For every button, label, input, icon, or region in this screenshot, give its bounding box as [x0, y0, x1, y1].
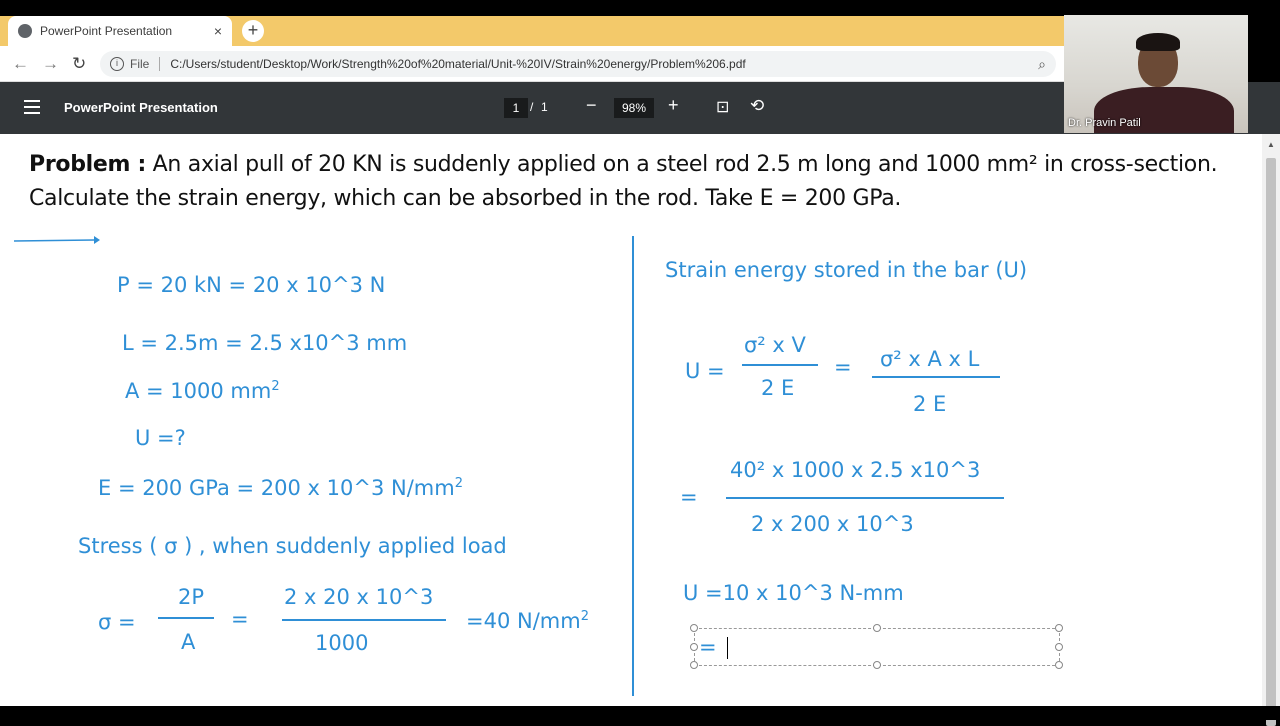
u-equals: U = [685, 359, 725, 383]
info-icon[interactable]: i [110, 57, 124, 71]
stress-result-text: =40 N/mm [466, 609, 581, 633]
pdf-page [0, 134, 1262, 706]
resize-handle[interactable] [1055, 624, 1063, 632]
stress-label: Stress ( σ ) , when suddenly applied load [78, 534, 507, 558]
sigma-equals: σ = [98, 610, 136, 634]
stress-numerator-2: 2 x 20 x 10^3 [284, 585, 434, 609]
equals-sign: = [834, 355, 852, 379]
energy-denominator-3: 2 x 200 x 10^3 [751, 512, 914, 536]
load-value: P = 20 kN = 20 x 10^3 N [117, 273, 386, 297]
text-caret [727, 637, 728, 659]
energy-denominator-1: 2 E [761, 376, 795, 400]
strain-energy-heading: Strain energy stored in the bar (U) [665, 258, 1028, 282]
browser-tab[interactable] [8, 16, 232, 46]
length-value: L = 2.5m = 2.5 x10^3 mm [122, 331, 408, 355]
scheme-label: File [130, 57, 150, 71]
area-text: A = 1000 mm [125, 379, 272, 403]
resize-handle[interactable] [1055, 661, 1063, 669]
hamburger-menu-icon[interactable] [24, 100, 40, 114]
document-title: PowerPoint Presentation [64, 100, 218, 115]
resize-handle[interactable] [690, 643, 698, 651]
forward-arrow-icon[interactable]: → [42, 54, 59, 73]
problem-label: Problem : [29, 152, 146, 177]
webcam-overlay [1064, 15, 1248, 133]
stress-numerator-1: 2P [178, 585, 205, 609]
presenter-name: Dr. Pravin Patil [1068, 117, 1141, 129]
stress-denominator-2: 1000 [315, 631, 369, 655]
reload-icon[interactable]: ↻ [72, 54, 87, 73]
fraction-bar [158, 617, 214, 619]
energy-numerator-2: σ² x A x L [880, 347, 980, 371]
scrollbar-thumb[interactable] [1266, 158, 1276, 726]
energy-numerator-1: σ² x V [744, 333, 806, 357]
tab-close-icon[interactable]: × [213, 23, 222, 39]
zoom-level-input[interactable]: 98% [614, 98, 654, 118]
vertical-scrollbar[interactable] [1262, 134, 1280, 706]
zoom-in-icon[interactable]: + [668, 95, 679, 115]
modulus-value [98, 476, 463, 500]
scroll-up-icon[interactable]: ▲ [1267, 140, 1275, 149]
tab-title: PowerPoint Presentation [40, 24, 173, 38]
zoom-out-icon[interactable]: − [586, 95, 597, 115]
textbox-equals: = [699, 635, 717, 659]
fraction-bar [726, 497, 1004, 499]
top-bezel [0, 0, 1280, 16]
globe-icon [18, 24, 32, 38]
problem-statement [29, 148, 1249, 216]
back-arrow-icon[interactable]: ← [12, 54, 29, 73]
address-bar [0, 46, 1064, 82]
area-exponent: 2 [271, 379, 280, 394]
fit-page-icon[interactable]: ⊡ [716, 99, 730, 116]
resize-handle[interactable] [690, 661, 698, 669]
omnibox[interactable] [100, 51, 1056, 77]
resize-handle[interactable] [690, 624, 698, 632]
tab-strip [0, 16, 1064, 46]
problem-text: An axial pull of 20 KN is suddenly applied on a steel rod 2.5 m long and 1000 mm² in cross-section. Calculate the strain energy, which can be absorbed in the rod. Take E = 200 GPa. [29, 152, 1218, 211]
equals-sign: = [231, 607, 249, 631]
page-number-input[interactable]: 1 [504, 98, 528, 118]
total-pages: 1 [541, 100, 548, 114]
url-text[interactable]: C:/Users/student/Desktop/Work/Strength%20of%20material/Unit-%20IV/Strain%20energy/Problem%206.pdf [170, 57, 746, 71]
column-divider [632, 236, 634, 696]
energy-numerator-3: 40² x 1000 x 2.5 x10^3 [730, 458, 981, 482]
fraction-bar [742, 364, 818, 366]
fraction-bar [872, 376, 1000, 378]
stress-result-exponent: 2 [580, 609, 589, 624]
presenter-hair [1136, 33, 1180, 51]
modulus-text: E = 200 GPa = 200 x 10^3 N/mm [98, 476, 455, 500]
bottom-bezel [0, 706, 1280, 720]
resize-handle[interactable] [873, 661, 881, 669]
arrow-annotation [14, 234, 100, 246]
fraction-bar [282, 619, 446, 621]
new-tab-button[interactable]: + [242, 20, 264, 42]
stress-denominator-1: A [181, 630, 196, 654]
strain-energy-result: U =10 x 10^3 N-mm [683, 581, 904, 605]
magnifier-icon[interactable]: ⌕ [1038, 55, 1046, 72]
resize-handle[interactable] [873, 624, 881, 632]
resize-handle[interactable] [1055, 643, 1063, 651]
area-value [125, 379, 280, 403]
strain-energy-unknown: U =? [135, 426, 186, 450]
modulus-exponent: 2 [454, 476, 463, 491]
equals-sign: = [680, 485, 698, 509]
active-text-box[interactable] [694, 628, 1060, 666]
rotate-icon[interactable]: ⟲ [750, 96, 765, 115]
page-separator: / [530, 100, 534, 114]
stress-result [466, 609, 589, 633]
omnibox-divider [159, 57, 160, 71]
energy-denominator-2: 2 E [913, 392, 947, 416]
